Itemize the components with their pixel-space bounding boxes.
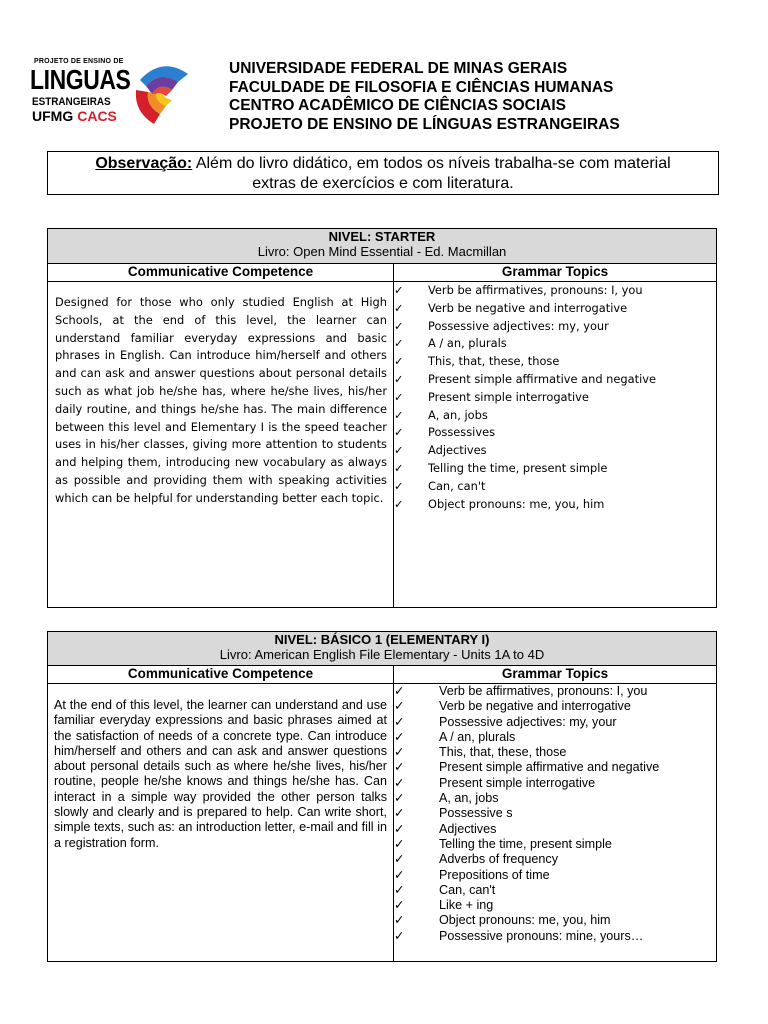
- header-center: CENTRO ACADÊMICO DE CIÊNCIAS SOCIAIS: [229, 97, 567, 114]
- checkmark-icon: ✓: [394, 407, 404, 422]
- grammar-topic-item: [394, 745, 716, 760]
- projeto-linguas-logo: [30, 58, 200, 128]
- checkmark-icon: ✓: [394, 496, 404, 511]
- checkmark-icon: ✓: [394, 389, 404, 404]
- grammar-topic-text: Verb be affirmatives, pronouns: I, you: [439, 684, 648, 698]
- checkmark-icon: ✓: [394, 684, 405, 698]
- grammar-topic-text: Possessive s: [439, 806, 513, 821]
- checkmark-icon: ✓: [394, 699, 405, 714]
- grammar-topic-item: [394, 335, 716, 353]
- checkmark-icon: ✓: [394, 867, 405, 882]
- header-university: UNIVERSIDADE FEDERAL DE MINAS GERAIS: [229, 60, 568, 77]
- checkmark-icon: ✓: [394, 913, 405, 928]
- checkmark-icon: ✓: [394, 729, 405, 744]
- grammar-topic-item: [394, 300, 716, 318]
- checkmark-icon: ✓: [394, 836, 405, 851]
- col-grammar-topics: Grammar Topics: [394, 264, 717, 282]
- grammar-topic-text: A / an, plurals: [439, 729, 516, 744]
- grammar-topic-text: Present simple affirmative and negative: [439, 760, 660, 775]
- logo-small-text: PROJETO DE ENSINO DE: [34, 58, 124, 65]
- checkmark-icon: ✓: [394, 714, 405, 729]
- grammar-topic-text: Present simple interrogative: [439, 775, 596, 790]
- grammar-topic-item: [394, 822, 716, 837]
- logo-ufmg: UFMG: [32, 108, 74, 124]
- grammar-topic-text: Object pronouns: me, you, him: [428, 496, 605, 511]
- observation-label: Observação:: [95, 155, 193, 172]
- grammar-topics-list: [394, 282, 716, 513]
- checkmark-icon: ✓: [394, 336, 404, 351]
- grammar-topic-text: Adjectives: [439, 821, 497, 836]
- logo-line1: LINGUAS: [30, 64, 131, 95]
- grammar-topic-item: [394, 806, 716, 821]
- grammar-topic-text: Adverbs of frequency: [439, 852, 559, 867]
- logo-line2: ESTRANGEIRAS: [32, 96, 111, 108]
- level-starter-title-cell: [48, 229, 717, 264]
- grammar-topic-item: [394, 389, 716, 407]
- grammar-topic-item: [394, 715, 716, 730]
- checkmark-icon: ✓: [394, 425, 404, 440]
- level-book: Livro: American English File Elementary - Units 1A to 4D: [219, 647, 545, 662]
- logo-swirl-icon: [132, 60, 194, 130]
- level-book: Livro: Open Mind Essential - Ed. Macmillan: [257, 244, 507, 259]
- checkmark-icon: ✓: [394, 806, 405, 821]
- checkmark-icon: ✓: [394, 760, 405, 775]
- grammar-topic-text: Can, can't: [439, 882, 496, 897]
- checkmark-icon: ✓: [394, 354, 404, 369]
- logo-line3: [32, 108, 117, 124]
- grammar-topic-item: [394, 442, 716, 460]
- checkmark-icon: ✓: [394, 318, 404, 333]
- level-description: At the end of this level, the learner can understand and use familiar everyday expressions and basic phrases aimed at the satisfaction of needs of a concrete type. Can introduce him/herself and others and can ask and answer questions about personal details such as where he/she lives, his/her routine, people he/she knows and things he/she has. Can interact in a simple way provided the other person talks slowly and clearly and is prepared to help. Can write short, simple texts, such as: an introduction letter, e-mail and fill in a registration form.: [54, 698, 387, 850]
- grammar-topic-text: Telling the time, present simple: [428, 460, 608, 475]
- checkmark-icon: ✓: [394, 791, 405, 806]
- grammar-topic-text: Present simple affirmative and negative: [428, 371, 656, 386]
- grammar-topic-text: A, an, jobs: [428, 407, 488, 422]
- observation-text-2: extras de exercícios e com literatura.: [252, 175, 514, 192]
- grammar-topic-item: [394, 760, 716, 775]
- col-communicative-competence: Communicative Competence: [48, 264, 394, 282]
- header-faculty: FACULDADE DE FILOSOFIA E CIÊNCIAS HUMANAS: [229, 78, 614, 96]
- checkmark-icon: ✓: [394, 300, 404, 315]
- checkmark-icon: ✓: [394, 821, 405, 836]
- grammar-topic-item: [394, 913, 716, 928]
- grammar-topic-item: [394, 791, 716, 806]
- grammar-topic-text: Verb be negative and interrogative: [428, 300, 628, 315]
- col-grammar-topics: Grammar Topics: [394, 666, 717, 684]
- checkmark-icon: ✓: [394, 371, 404, 386]
- checkmark-icon: ✓: [394, 898, 405, 913]
- observation-text-1: Além do livro didático, em todos os níveis trabalha-se com material: [192, 155, 671, 172]
- grammar-topic-text: Possessive adjectives: my, your: [439, 714, 617, 729]
- grammar-topic-text: This, that, these, those: [439, 745, 567, 760]
- checkmark-icon: ✓: [394, 460, 404, 475]
- grammar-topic-text: Object pronouns: me, you, him: [439, 913, 611, 928]
- grammar-topic-item: [394, 837, 716, 852]
- grammar-topic-item: [394, 318, 716, 336]
- grammar-topic-item: [394, 460, 716, 478]
- grammar-topic-text: Possessive pronouns: mine, yours…: [439, 928, 644, 943]
- grammar-topic-item: [394, 852, 716, 867]
- grammar-topic-item: [394, 868, 716, 883]
- grammar-topic-text: Possessives: [428, 425, 496, 440]
- grammar-topic-text: Prepositions of time: [439, 867, 550, 882]
- checkmark-icon: ✓: [394, 745, 405, 760]
- checkmark-icon: ✓: [394, 478, 404, 493]
- grammar-topic-item: [394, 424, 716, 442]
- grammar-topics-list: [394, 684, 716, 944]
- grammar-topic-text: A, an, jobs: [439, 791, 499, 806]
- grammar-topic-text: Present simple interrogative: [428, 389, 589, 404]
- grammar-topic-item: [394, 371, 716, 389]
- grammar-topic-item: [394, 282, 716, 300]
- level-title: NIVEL: BÁSICO 1 (ELEMENTARY I): [274, 632, 490, 647]
- level-basico1-title-cell: [48, 632, 717, 666]
- grammar-topic-item: [394, 353, 716, 371]
- checkmark-icon: ✓: [394, 443, 404, 458]
- grammar-topic-item: [394, 898, 716, 913]
- institution-header: [229, 60, 620, 134]
- checkmark-icon: ✓: [394, 882, 405, 897]
- grammar-topic-text: Verb be negative and interrogative: [439, 699, 631, 714]
- level-starter-table: [47, 228, 717, 608]
- checkmark-icon: ✓: [394, 775, 405, 790]
- level-title: NIVEL: STARTER: [328, 229, 436, 244]
- grammar-topic-item: [394, 699, 716, 714]
- grammar-topic-item: [394, 407, 716, 425]
- grammar-topic-text: A / an, plurals: [428, 336, 507, 351]
- grammar-topic-text: Possessive adjectives: my, your: [428, 318, 609, 333]
- grammar-topic-item: [394, 684, 716, 699]
- grammar-topic-text: Telling the time, present simple: [439, 836, 612, 851]
- checkmark-icon: ✓: [394, 928, 405, 943]
- grammar-topic-text: Like + ing: [439, 898, 494, 913]
- level-description: Designed for those who only studied English at High Schools, at the end of this level, the learner can understand familiar everyday expressions and basic phrases in English. Can introduce him/herself and others and can ask and answer questions about personal details such as what job he/she has, where he/she lives, his/her daily routine, and things he/she has. The main difference between this level and Elementary I is the speed teacher uses in his/her classes, giving more attention to students and helping them, introducing new vocabulary as always as possible and providing them with speaking activities which can be helpful for understanding better each topic.: [55, 295, 387, 505]
- checkmark-icon: ✓: [394, 852, 405, 867]
- logo-cacs: CACS: [77, 108, 117, 124]
- grammar-topic-item: [394, 929, 716, 944]
- observation-box: [47, 151, 719, 195]
- grammar-topic-text: Verb be affirmatives, pronouns: I, you: [428, 283, 643, 297]
- header-project: PROJETO DE ENSINO DE LÍNGUAS ESTRANGEIRAS: [229, 115, 620, 133]
- grammar-topic-item: [394, 883, 716, 898]
- grammar-topic-text: This, that, these, those: [428, 354, 560, 369]
- level-basico1-table: [47, 631, 717, 962]
- checkmark-icon: ✓: [394, 283, 404, 297]
- col-communicative-competence: Communicative Competence: [48, 666, 394, 684]
- grammar-topic-item: [394, 730, 716, 745]
- grammar-topic-text: Can, can't: [428, 478, 486, 493]
- grammar-topic-item: [394, 776, 716, 791]
- grammar-topic-item: [394, 496, 716, 514]
- grammar-topic-text: Adjectives: [428, 443, 487, 458]
- grammar-topic-item: [394, 478, 716, 496]
